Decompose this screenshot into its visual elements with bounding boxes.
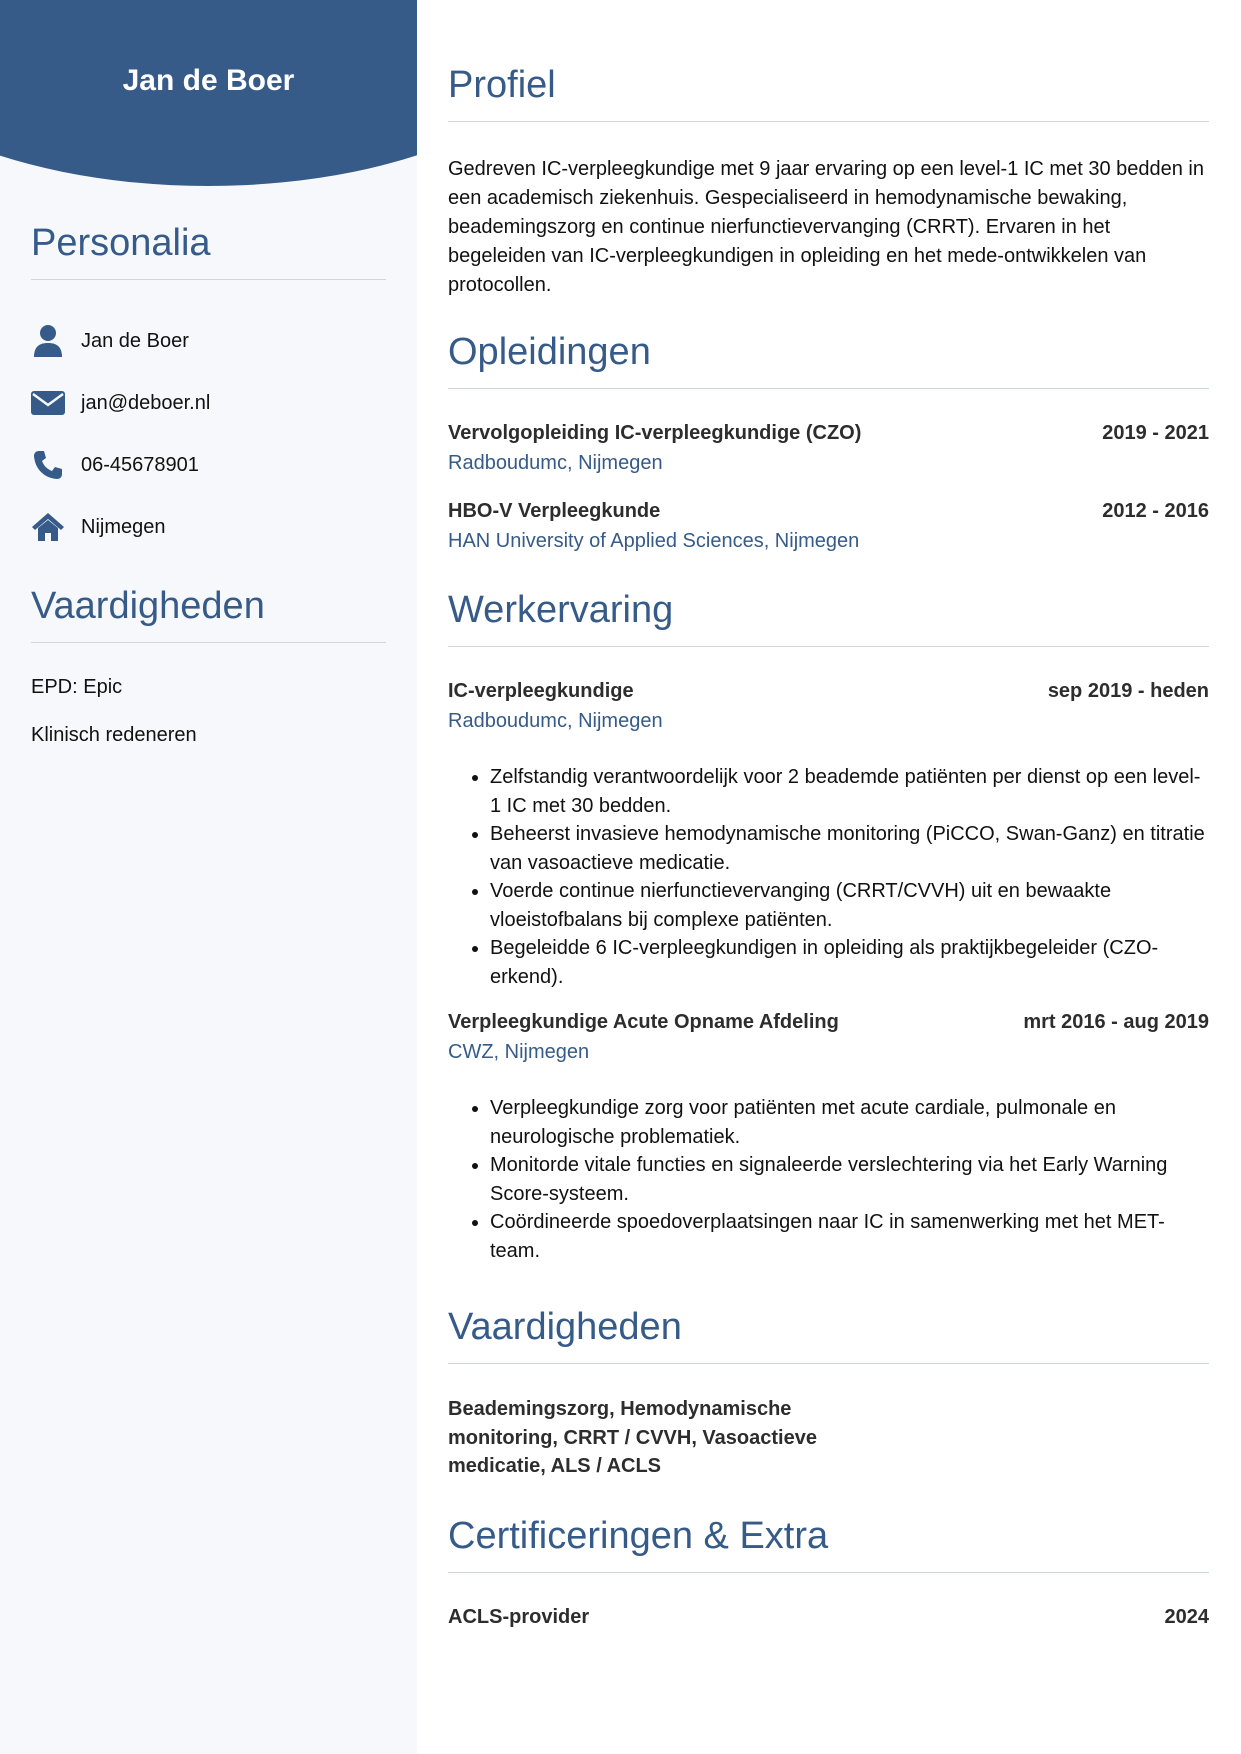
entry-title: HBO-V Verpleegkunde [448,500,661,522]
experience-entry [448,1011,1209,1265]
sidebar-skill-item: Klinisch redeneren [31,724,197,746]
personalia-section [31,222,386,558]
certification-name: ACLS-provider [448,1606,590,1628]
entry-org: CWZ, Nijmegen [448,1041,590,1063]
bullet-item: • Coördineerde spoedoverplaatsingen naar IC in samenwerking met het MET-team. [490,1208,1209,1265]
certifications-section [448,1515,1209,1629]
contact-location-text: Nijmegen [81,515,166,538]
contact-name-text: Jan de Boer [81,329,189,352]
contact-email[interactable] [31,372,386,434]
sidebar-skills-title: Vaardigheden [31,585,386,643]
bullet-list [448,1094,1209,1265]
contact-location [31,496,386,558]
person-icon [31,324,65,358]
contact-list [31,310,386,558]
envelope-icon [31,386,65,420]
certifications-title: Certificeringen & Extra [448,1515,1209,1573]
sidebar-skills-section [31,585,386,759]
main-skills-title: Vaardigheden [448,1306,1209,1364]
education-section [448,331,1209,553]
education-title: Opleidingen [448,331,1209,389]
contact-phone-text[interactable]: 06-45678901 [81,453,199,476]
contact-email-text[interactable]: jan@deboer.nl [81,391,211,414]
entry-title: Vervolgopleiding IC-verpleegkundige (CZO) [448,422,862,444]
bullet-item: • Begeleidde 6 IC-verpleegkundigen in opleiding als praktijkbegeleider (CZO-erkend). [490,934,1209,991]
profile-text: Gedreven IC-verpleegkundige met 9 jaar ervaring op een level-1 IC met 30 bedden in een academisch ziekenhuis. Gespecialiseerd in hemodynamische bewaking, beademingszorg en continue nierfunctievervanging (CRRT). Ervaren in het begeleiden van IC-verpleegkundigen in opleiding en het mede-ontwikkelen van protocollen. [448,158,1204,296]
entry-date: sep 2019 - heden [1047,680,1209,702]
main-skills-section [448,1306,1209,1481]
bullet-item: • Verpleegkundige zorg voor patiënten met acute cardiale, pulmonale en neurologische problematiek. [490,1094,1209,1151]
home-icon [31,510,65,544]
entry-date: 2012 - 2016 [1102,500,1209,522]
sidebar-skill-item: EPD: Epic [31,676,123,698]
personalia-title: Personalia [31,222,386,280]
bullet-list [448,763,1209,991]
certification-year: 2024 [1164,1606,1209,1628]
entry-title: IC-verpleegkundige [448,680,634,702]
bullet-item: • Beheerst invasieve hemodynamische monitoring (PiCCO, Swan-Ganz) en titratie van vasoactieve medicatie. [490,820,1209,877]
main-skills-text: Beademingszorg, Hemodynamische monitoring, CRRT / CVVH, Vasoactieve medicatie, ALS / ACLS [448,1398,817,1477]
contact-phone[interactable] [31,434,386,496]
bullet-item: • Zelfstandig verantwoordelijk voor 2 beademde patiënten per dienst op een level-1 IC met 30 bedden. [490,763,1209,820]
education-entry [448,500,1209,553]
experience-section [448,589,1209,1265]
bullet-item: • Monitorde vitale functies en signaleerde verslechtering via het Early Warning Score-systeem. [490,1151,1209,1208]
bullet-item: • Voerde continue nierfunctievervanging (CRRT/CVVH) uit en bewaakte vloeistofbalans bij complexe patiënten. [490,877,1209,934]
experience-entry [448,680,1209,991]
sidebar [0,0,417,1754]
experience-title: Werkervaring [448,589,1209,647]
entry-date: mrt 2016 - aug 2019 [1023,1011,1209,1033]
entry-org: HAN University of Applied Sciences, Nijmegen [448,530,860,552]
entry-org: Radboudumc, Nijmegen [448,710,663,732]
entry-org: Radboudumc, Nijmegen [448,452,663,474]
phone-icon [31,448,65,482]
candidate-name: Jan de Boer [122,64,295,97]
entry-title: Verpleegkundige Acute Opname Afdeling [448,1011,839,1033]
profile-title: Profiel [448,64,1209,122]
education-entry [448,422,1209,475]
certification-entry [448,1606,1209,1629]
entry-date: 2019 - 2021 [1102,422,1209,444]
contact-name [31,310,386,372]
profile-section [448,64,1209,300]
